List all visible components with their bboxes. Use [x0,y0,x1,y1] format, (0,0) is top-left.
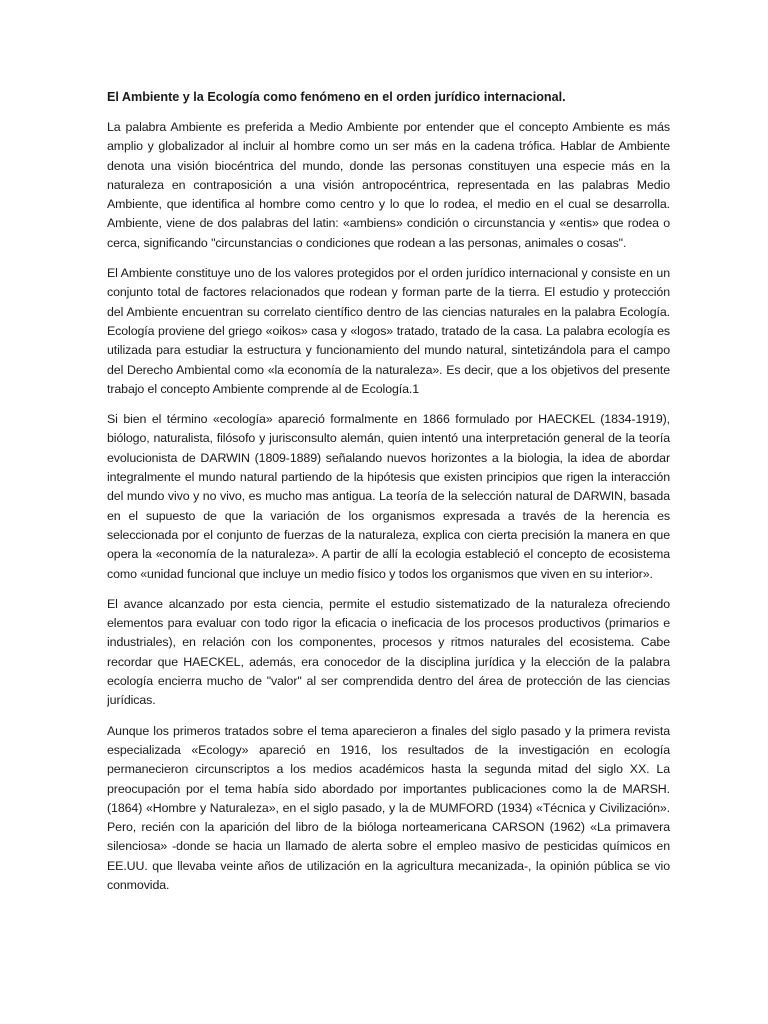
paragraph-ambiente-valor-juridico: El Ambiente constituye uno de los valores protegidos por el orden jurídico internacional y consiste en un conjunto total de factores relacionados que rodean y forman parte de la tierra. El estudio y protección del Ambiente encuentran su correlato científico dentro de las ciencias naturales en la palabra Ecología. Ecología proviene del griego «oikos» casa y «logos» tratado, tratado de la casa. La palabra ecología es utilizada para estudiar la estructura y funcionamiento del mundo natural, sintetizándola para el campo del Derecho Ambiental como «la economía de la naturaleza». Es decir, que a los objetivos del presente trabajo el concepto Ambiente comprende al de Ecología.1 [107,266,670,396]
paragraph-primeros-tratados: Aunque los primeros tratados sobre el tema aparecieron a finales del siglo pasado y la primera revista especializada «Ecology» apareció en 1916, los resultados de la investigación en ecología permanecieron circunscriptos a los medios académicos hasta la segunda mitad del siglo XX. La preocupación por el tema había sido abordado por importantes publicaciones como la de MARSH. (1864) «Hombre y Naturaleza», en el siglo pasado, y la de MUMFORD (1934) «Técnica y Civilización». Pero, recién con la aparición del libro de la bióloga norteamericana CARSON (1962) «La primavera silenciosa» -donde se hacia un llamado de alerta sobre el empleo masivo de pesticidas químicos en EE.UU. que llevaba veinte años de utilización en la agricultura mecanizada-, la opinión pública se vio conmovida. [107,723,670,892]
paragraph-ambiente-definition: La palabra Ambiente es preferida a Medio Ambiente por entender que el concepto Ambiente es más amplio y globalizador al incluir al hombre como un ser más en la cadena trófica. Hablar de Ambiente denota una visión biocéntrica del mundo, donde las personas constituyen una especie más en la naturaleza en contraposición a una visión antropocéntrica, representada en las palabras Medio Ambiente, que identifica al hombre como centro y lo que lo rodea, el medio en el cual se desarrolla. Ambiente, viene de dos palabras del latin: «ambiens» condición o circunstancia y «entis» que rodea o cerca, significando "circunstancias o condiciones que rodean a las personas, animales o cosas". [107,120,670,250]
paragraph-avance-ciencia: El avance alcanzado por esta ciencia, permite el estudio sistematizado de la naturaleza ofreciendo elementos para evaluar con todo rigor la eficacia o ineficacia de los procesos productivos (primarios e industriales), en relación con los componentes, procesos y ritmos naturales del ecosistema. Cabe recordar que HAECKEL, además, era conocedor de la disciplina jurídica y la elección de la palabra ecología encierra mucho de "valor" al ser comprendida dentro del área de protección de las ciencias jurídicas. [107,596,670,708]
paragraph-haeckel-darwin: Si bien el término «ecología» apareció formalmente en 1866 formulado por HAECKEL (1834-1919), biólogo, naturalista, filósofo y jurisconsulto alemán, quien intentó una interpretación general de la teoría evolucionista de DARWIN (1809-1889) señalando nuevos horizontes a la biologia, la idea de abordar integralmente el mundo natural partiendo de la hipótesis que existen principios que rigen la interacción del mundo vivo y no vivo, es mucho mas antigua. La teoría de la selección natural de DARWIN, basada en el supuesto de que la variación de los organismos expresada a través de la herencia es seleccionada por el conjunto de fuerzas de la naturaleza, explica con cierta precisión la manera en que opera la «economía de la naturaleza». A partir de allí la ecologia estableció el concepto de ecosistema como «unidad funcional que incluye un medio físico y todos los organismos que viven en su interior». [107,412,670,581]
document-title: El Ambiente y la Ecología como fenómeno en el orden jurídico internacional. [107,90,566,104]
